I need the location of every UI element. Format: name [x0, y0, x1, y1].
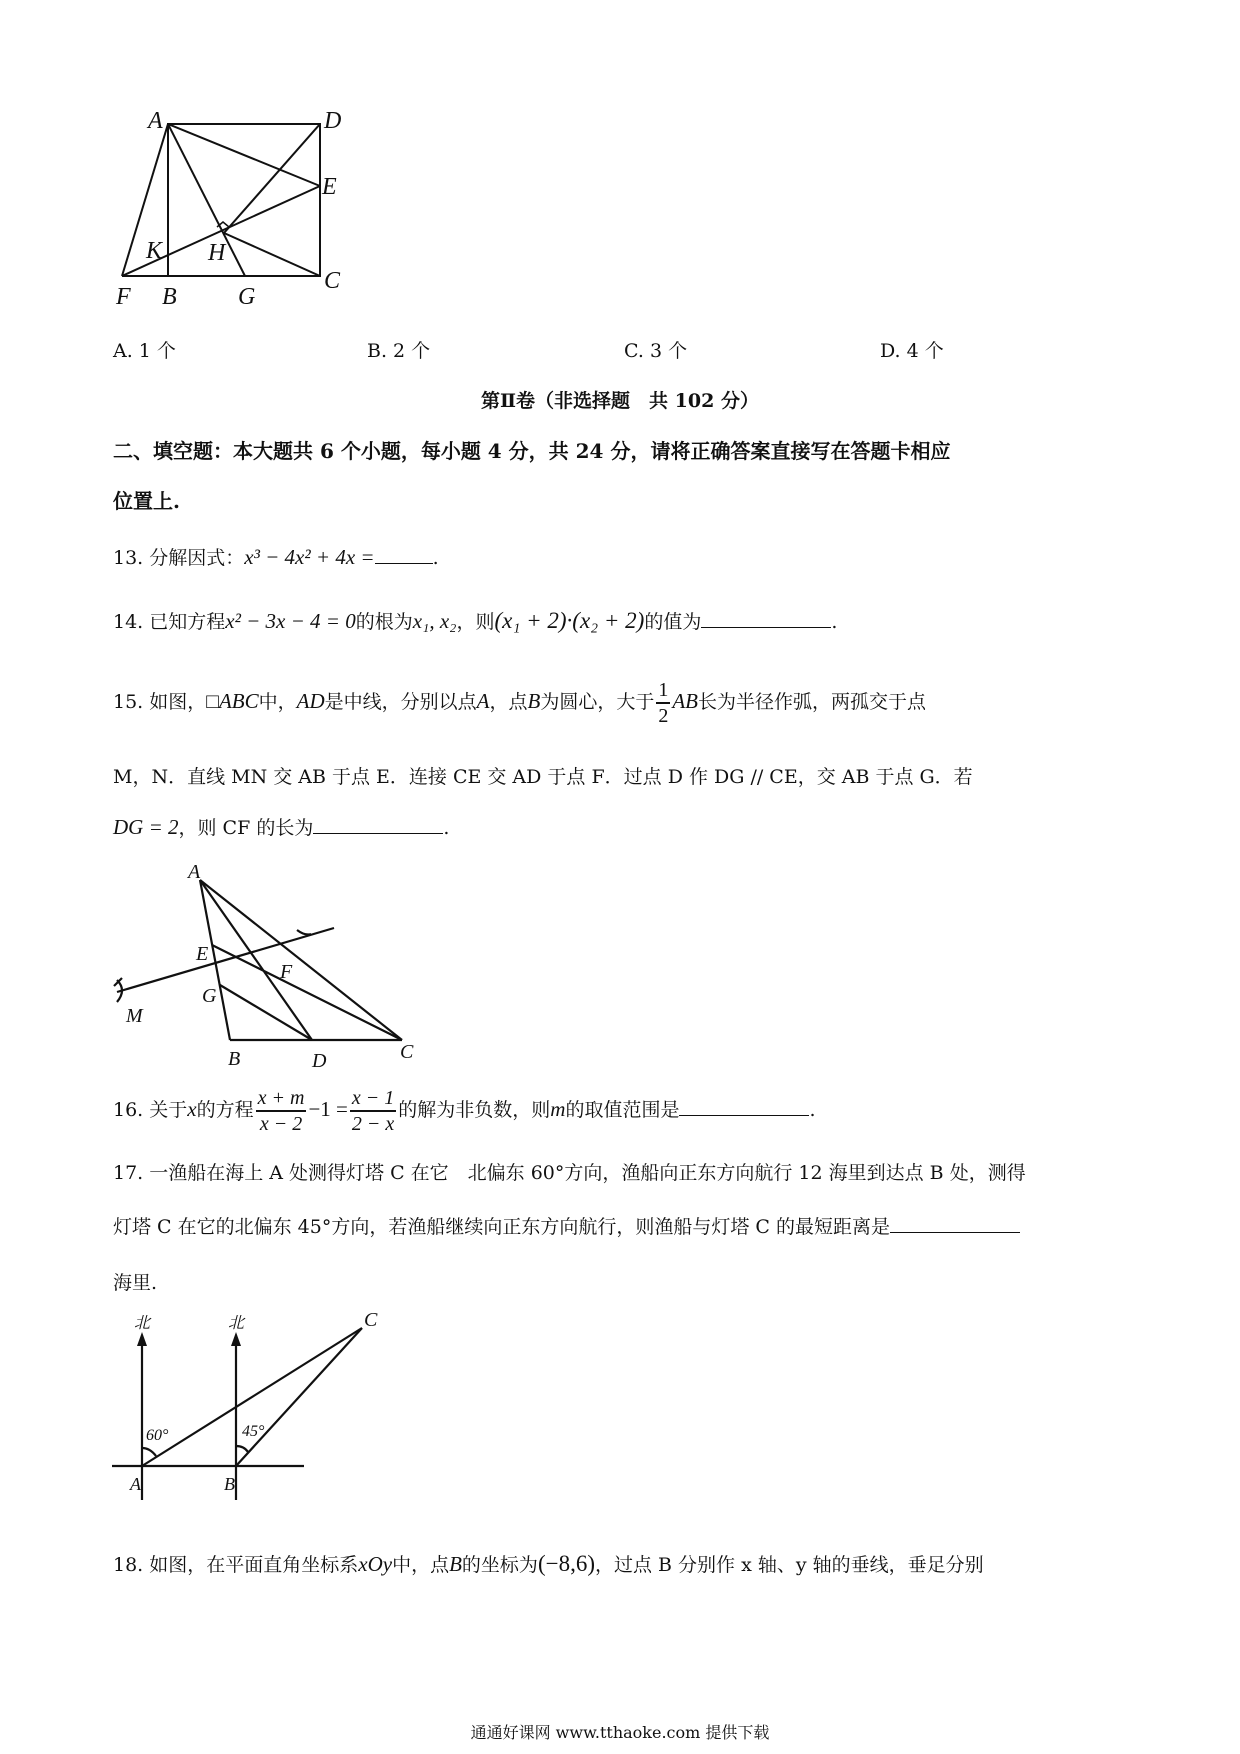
q18-coordinate: (−8,6) [537, 1551, 595, 1576]
q13-answer-blank[interactable] [375, 545, 433, 564]
label-C: C [400, 1041, 414, 1063]
q17-answer-blank[interactable] [890, 1214, 1020, 1233]
question-18 [113, 1550, 984, 1577]
q16-text: 16. 关于 [113, 1099, 188, 1121]
label-north-b: 北 [228, 1315, 245, 1332]
q15-text: ，点 [489, 691, 528, 713]
fraction-denominator: 2 − x [351, 1113, 395, 1135]
q15-end: . [443, 817, 450, 839]
q16-answer-blank[interactable] [679, 1097, 809, 1116]
label-G: G [238, 284, 256, 308]
q15-text: ，则 CF 的长为 [178, 817, 314, 839]
q18-b: B [449, 1552, 462, 1576]
option-c: C. 3 个 [624, 340, 688, 362]
question-15-line1 [113, 678, 926, 728]
question-15-line2: M，N．直线 MN 交 AB 于点 E．连接 CE 交 AD 于点 F．过点 D 作 DG // CE，交 AB 于点 G．若 [113, 766, 973, 788]
label-C: C [324, 268, 341, 294]
q16-x: x [187, 1097, 197, 1121]
q15-dg: DG = 2 [113, 815, 179, 839]
q18-xoy: xOy [358, 1552, 393, 1576]
q16-fraction-right [350, 1086, 396, 1136]
question-16 [113, 1086, 816, 1136]
q14-equation: x² − 3x − 4 = 0 [225, 609, 356, 633]
label-C: C [364, 1309, 378, 1331]
figure-ship-bearing [112, 1300, 412, 1510]
label-A: A [148, 108, 163, 134]
question-15-line3 [113, 813, 449, 840]
q14-answer-blank[interactable] [701, 609, 831, 628]
question-14 [113, 607, 837, 634]
q16-text: 的方程 [196, 1099, 254, 1121]
q18-text: ，过点 B 分别作 x 轴、y 轴的垂线，垂足分别 [594, 1554, 984, 1576]
label-H: H [208, 240, 226, 266]
question-17-line3: 海里. [113, 1272, 158, 1294]
q18-text: 中，点 [392, 1554, 450, 1576]
option-d: D. 4 个 [880, 340, 944, 362]
q15-text: 中， [258, 691, 297, 713]
label-60-degrees: 60° [146, 1427, 169, 1444]
q16-end: . [809, 1099, 816, 1121]
label-K: K [146, 238, 163, 264]
q16-text: 的取值范围是 [565, 1099, 680, 1121]
question-13 [113, 543, 439, 570]
q15-text: 为圆心，大于 [540, 691, 655, 713]
q14-prefix: 14. 已知方程 [113, 611, 226, 633]
label-M: M [126, 1005, 143, 1027]
fraction-numerator: 1 [656, 678, 670, 704]
q15-ad: AD [296, 689, 325, 713]
q18-text: 的坐标为 [461, 1554, 538, 1576]
q17-text: 灯塔 C 在它的北偏东 45°方向，若渔船继续向正东方向航行，则渔船与灯塔 C 的最短距离是 [113, 1216, 890, 1238]
q15-fraction [656, 678, 670, 728]
label-F: F [116, 284, 131, 308]
q16-minus-one: −1 = [308, 1097, 348, 1121]
fraction-numerator: x + m [256, 1086, 307, 1112]
part2-title: 第Ⅱ卷（非选择题 共 102 分） [481, 390, 759, 412]
footer: 通通好课网 www.tthaoke.com 提供下载 [470, 1723, 770, 1742]
q15-text: 长为半径作弧，两孤交于点 [698, 691, 927, 713]
q15-text: 15. 如图， [113, 691, 207, 713]
label-45-degrees: 45° [242, 1423, 265, 1440]
label-B: B [224, 1474, 235, 1494]
q13-end: . [432, 547, 439, 569]
fraction-numerator: x − 1 [350, 1086, 396, 1112]
label-north-a: 北 [134, 1315, 151, 1332]
figure-triangle-construction [112, 850, 432, 1075]
q15-answer-blank[interactable] [313, 815, 443, 834]
figure-square-diagram [112, 108, 362, 308]
q18-text: 18. 如图，在平面直角坐标系 [113, 1554, 359, 1576]
label-F: F [280, 961, 293, 983]
label-A: A [188, 861, 201, 883]
q14-mid2: ，则 [456, 611, 495, 633]
q14-mid: 的根为 [355, 611, 413, 633]
q16-text: 的解为非负数，则 [398, 1099, 551, 1121]
option-b: B. 2 个 [367, 340, 431, 362]
q16-fraction-left [256, 1086, 307, 1136]
fraction-denominator: 2 [658, 705, 669, 727]
q14-end: . [831, 611, 838, 633]
label-G: G [202, 985, 217, 1007]
question-17-line1: 17. 一渔船在海上 A 处测得灯塔 C 在它 北偏东 60°方向，渔船向正东方向航行 12 海里到达点 B 处，测得 [113, 1162, 1026, 1184]
label-E: E [196, 943, 209, 965]
q15-text: 是中线，分别以点 [324, 691, 477, 713]
label-D: D [324, 108, 342, 134]
section2-heading: 二、填空题：本大题共 6 个小题，每小题 4 分，共 24 分，请将正确答案直接写在答题卡相应 [113, 439, 951, 463]
q15-ab: AB [672, 689, 698, 713]
fraction-denominator: x − 2 [259, 1113, 303, 1135]
q13-math: x³ − 4x² + 4x = [244, 545, 375, 569]
q15-triangle: □ABC [206, 689, 259, 713]
q15-a: A [476, 689, 490, 713]
label-A: A [130, 1474, 141, 1494]
label-B: B [228, 1048, 241, 1070]
option-a: A. 1 个 [113, 340, 176, 362]
q16-m: m [550, 1097, 566, 1121]
label-B: B [162, 284, 177, 308]
q14-expression: (x₁ + 2)·(x₂ + 2) [494, 608, 645, 633]
q14-roots: x₁, x₂ [412, 609, 457, 633]
label-D: D [312, 1050, 327, 1072]
q14-suffix: 的值为 [644, 611, 702, 633]
q13-prefix: 13. 分解因式： [113, 547, 245, 569]
question-17-line2 [113, 1212, 1020, 1239]
label-E: E [322, 174, 337, 200]
section2-heading-cont: 位置上. [113, 489, 180, 513]
q15-b: B [527, 689, 541, 713]
